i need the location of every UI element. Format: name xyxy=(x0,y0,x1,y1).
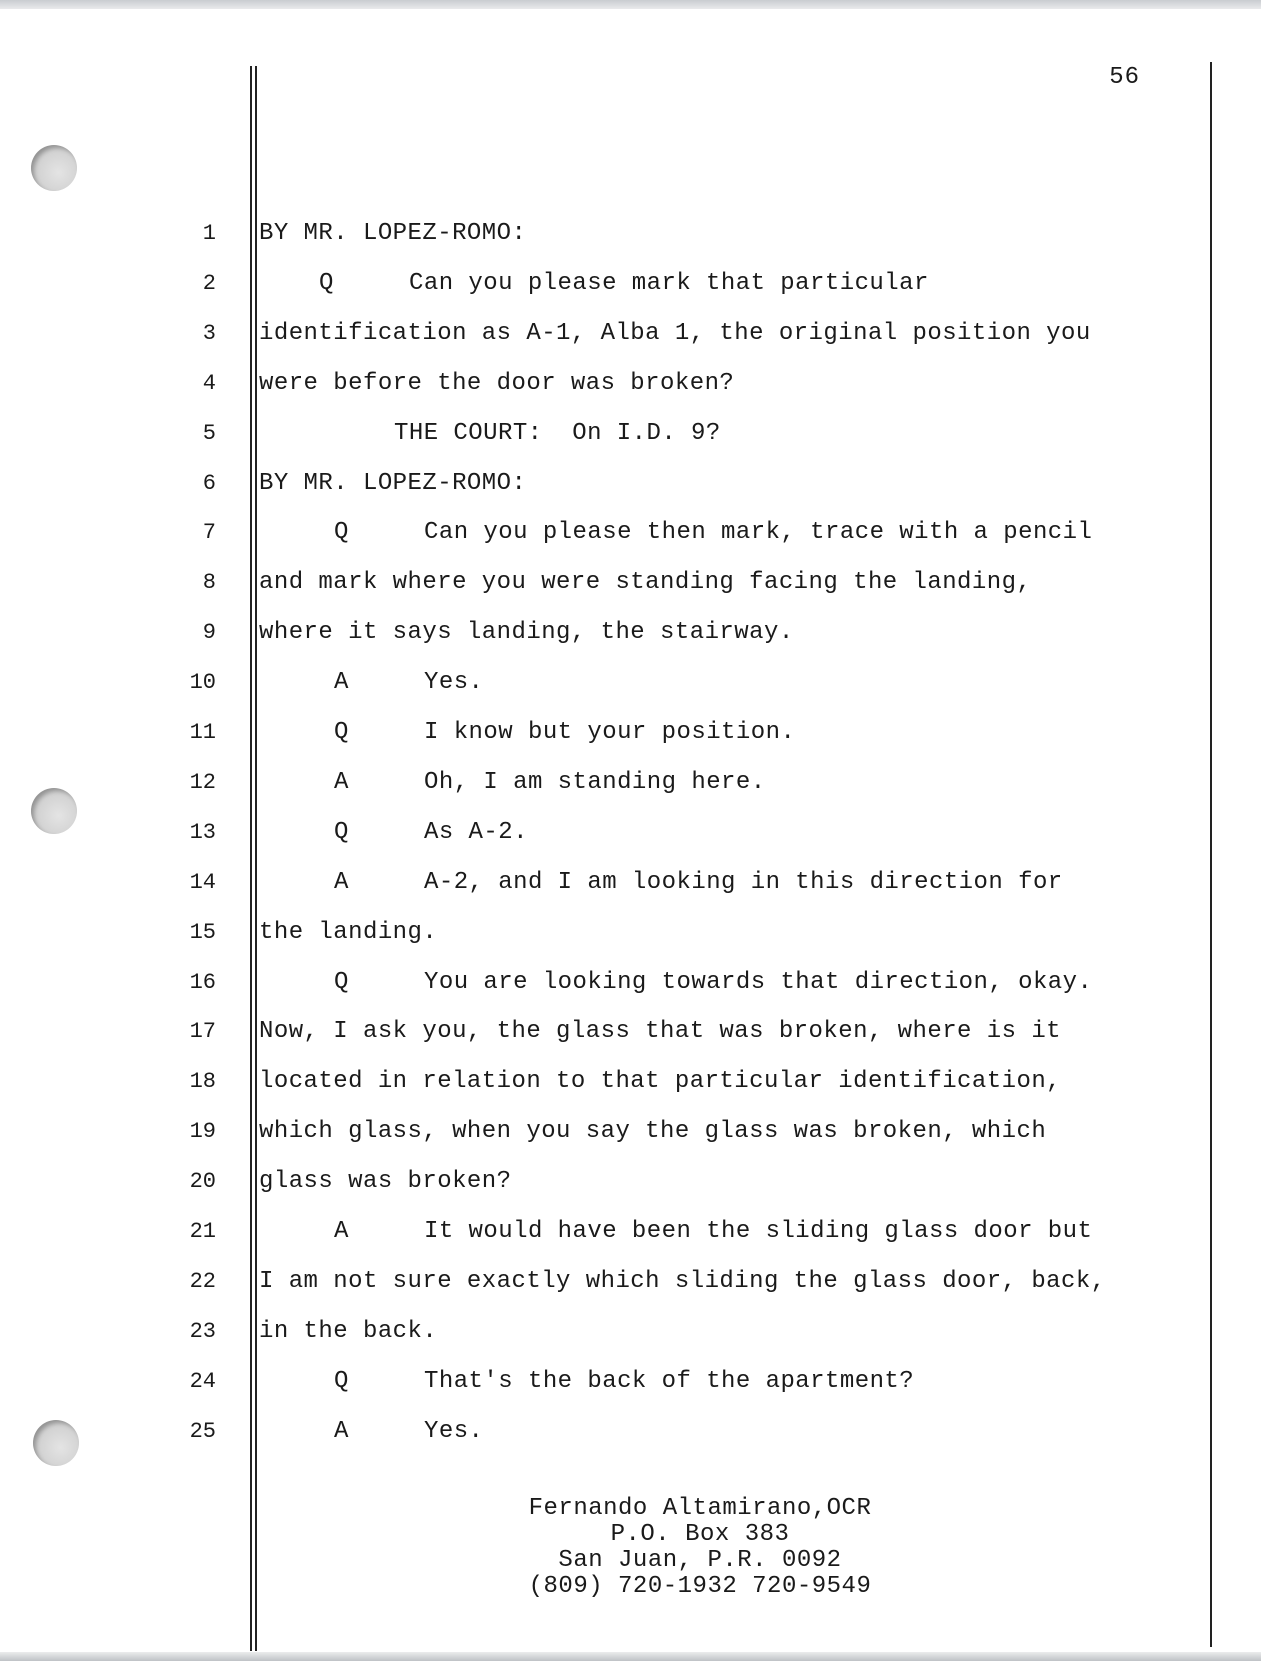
speaker-marker: Q xyxy=(334,969,349,996)
line-number: 24 xyxy=(189,1369,216,1394)
line-text: glass was broken? xyxy=(259,1168,512,1195)
line-number: 7 xyxy=(202,520,216,545)
line-text: identification as A-1, Alba 1, the original position you xyxy=(259,320,1091,347)
line-text: BY MR. LOPEZ-ROMO: xyxy=(259,470,527,497)
line-text: Can you please mark that particular xyxy=(409,270,929,297)
punch-hole-top xyxy=(31,145,77,191)
line-text: and mark where you were standing facing the landing, xyxy=(259,569,1032,596)
transcript-line xyxy=(259,718,1204,748)
transcript-line xyxy=(259,1317,1129,1347)
line-text: Yes. xyxy=(424,669,484,696)
line-number: 20 xyxy=(189,1169,216,1194)
line-number: 6 xyxy=(202,471,216,496)
line-number: 10 xyxy=(189,670,216,695)
scan-edge-top xyxy=(0,0,1261,9)
line-text: That's the back of the apartment? xyxy=(424,1368,915,1395)
transcript-line xyxy=(259,1017,1129,1047)
line-number: 11 xyxy=(189,720,216,745)
transcript-line xyxy=(259,219,1129,249)
line-text: Can you please then mark, trace with a pencil xyxy=(424,519,1093,546)
line-number: 2 xyxy=(202,271,216,296)
line-number: 21 xyxy=(189,1219,216,1244)
line-number: 15 xyxy=(189,920,216,945)
line-number: 8 xyxy=(202,570,216,595)
transcript-line xyxy=(259,768,1204,798)
reporter-city: San Juan, P.R. 0092 xyxy=(558,1547,842,1574)
transcript-line xyxy=(259,319,1129,349)
right-margin-rule xyxy=(1210,62,1212,1647)
line-number: 9 xyxy=(202,620,216,645)
speaker-marker: Q xyxy=(334,519,349,546)
line-number: 17 xyxy=(189,1019,216,1044)
line-text: BY MR. LOPEZ-ROMO: xyxy=(259,220,527,247)
speaker-marker: Q xyxy=(334,1368,349,1395)
line-number: 3 xyxy=(202,321,216,346)
reporter-phones: (809) 720-1932 720-9549 xyxy=(528,1573,872,1600)
punch-hole-middle xyxy=(31,788,77,834)
speaker-marker: A xyxy=(334,669,349,696)
line-text: Yes. xyxy=(424,1418,484,1445)
line-text: Oh, I am standing here. xyxy=(424,769,766,796)
line-text: As A-2. xyxy=(424,819,528,846)
left-margin-rule-outer xyxy=(250,66,252,1651)
speaker-marker: A xyxy=(334,769,349,796)
line-text: THE COURT: On I.D. 9? xyxy=(394,420,721,447)
speaker-marker: A xyxy=(334,869,349,896)
transcript-line xyxy=(259,818,1204,848)
line-number: 12 xyxy=(189,770,216,795)
line-text: I know but your position. xyxy=(424,719,796,746)
line-number: 5 xyxy=(202,421,216,446)
transcript-line xyxy=(259,1067,1129,1097)
reporter-box: P.O. Box 383 xyxy=(610,1521,790,1548)
transcript-line xyxy=(259,968,1204,998)
scan-edge-bottom xyxy=(0,1652,1261,1661)
line-text: You are looking towards that direction, okay. xyxy=(424,969,1093,996)
transcript-line xyxy=(259,1267,1129,1297)
line-number: 16 xyxy=(189,970,216,995)
speaker-marker: A xyxy=(334,1218,349,1245)
line-text: located in relation to that particular identification, xyxy=(259,1068,1062,1095)
speaker-marker: A xyxy=(334,1418,349,1445)
reporter-name: Fernando Altamirano,OCR xyxy=(528,1495,872,1522)
transcript-line xyxy=(259,1117,1129,1147)
transcript-line xyxy=(259,1217,1204,1247)
punch-hole-bottom xyxy=(33,1420,79,1466)
line-number: 19 xyxy=(189,1119,216,1144)
left-margin-rule-inner xyxy=(255,66,257,1651)
line-text: I am not sure exactly which sliding the glass door, back, xyxy=(259,1268,1106,1295)
line-text: It would have been the sliding glass door but xyxy=(424,1218,1093,1245)
transcript-line xyxy=(259,568,1129,598)
line-text: which glass, when you say the glass was broken, which xyxy=(259,1118,1047,1145)
line-text: in the back. xyxy=(259,1318,438,1345)
transcript-line xyxy=(259,518,1204,548)
transcript-line xyxy=(259,1367,1204,1397)
line-text: Now, I ask you, the glass that was broken, where is it xyxy=(259,1018,1062,1045)
transcript-line xyxy=(259,469,1129,499)
line-number: 4 xyxy=(202,371,216,396)
line-number: 13 xyxy=(189,820,216,845)
transcript-line xyxy=(259,1167,1129,1197)
line-number: 14 xyxy=(189,870,216,895)
line-text: A-2, and I am looking in this direction for xyxy=(424,869,1063,896)
speaker-marker: Q xyxy=(319,270,334,297)
page-number: 56 xyxy=(1109,64,1140,91)
speaker-marker: Q xyxy=(334,719,349,746)
transcript-line xyxy=(259,419,1261,449)
line-number: 1 xyxy=(202,221,216,246)
line-number: 25 xyxy=(189,1419,216,1444)
line-text: were before the door was broken? xyxy=(259,370,735,397)
line-number: 23 xyxy=(189,1319,216,1344)
line-number: 22 xyxy=(189,1269,216,1294)
line-number: 18 xyxy=(189,1069,216,1094)
transcript-line xyxy=(259,918,1129,948)
transcript-line xyxy=(259,618,1129,648)
transcript-line xyxy=(259,1417,1204,1447)
line-text: the landing. xyxy=(259,919,438,946)
transcript-line xyxy=(259,269,1189,299)
speaker-marker: Q xyxy=(334,819,349,846)
transcript-line xyxy=(259,668,1204,698)
transcript-line xyxy=(259,369,1129,399)
line-text: where it says landing, the stairway. xyxy=(259,619,794,646)
transcript-line xyxy=(259,868,1204,898)
